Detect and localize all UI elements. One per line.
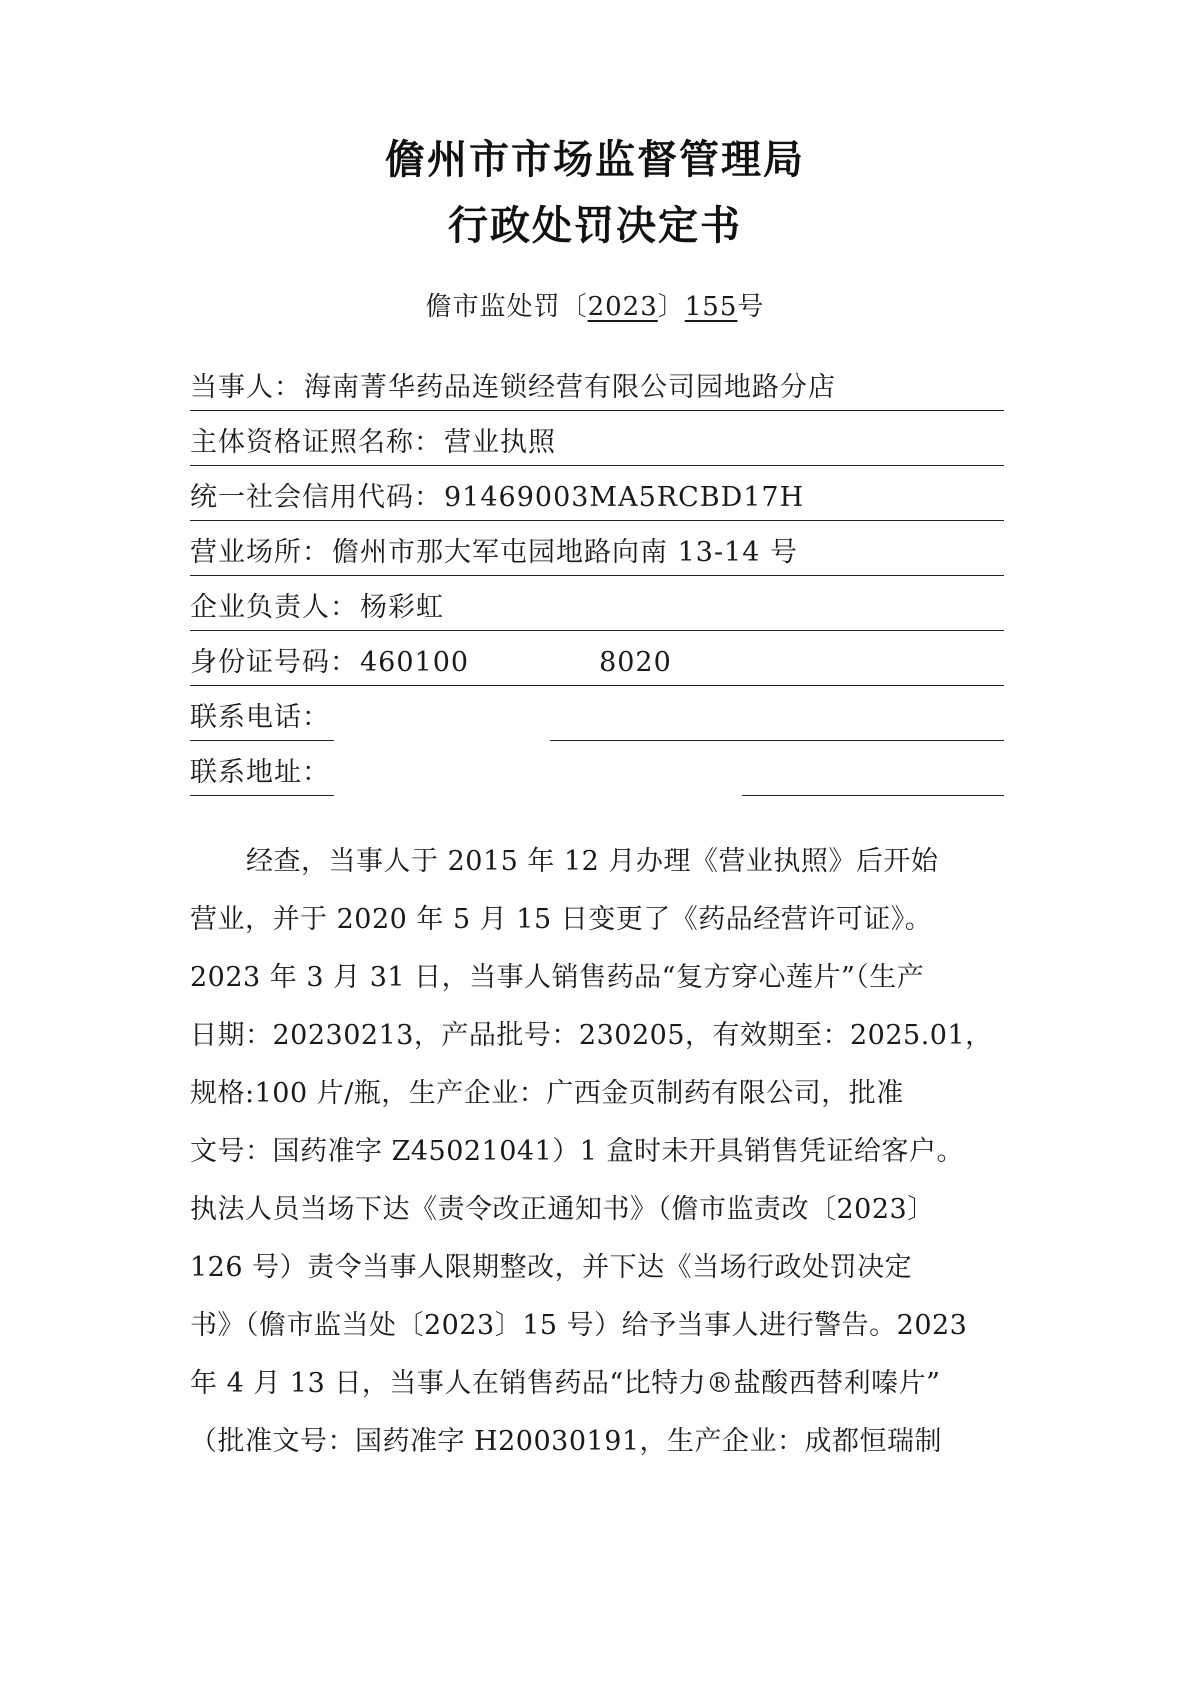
field-id-number: [190, 641, 1004, 686]
body-line: 规格:100 片/瓶，生产企业：广西金页制药有限公司，批准: [190, 1078, 904, 1109]
field-phone: [190, 696, 1004, 741]
document-title-agency: 儋州市市场监督管理局: [385, 137, 805, 183]
body-line: 日期：20230213，产品批号：230205，有效期至：2025.01，: [190, 1020, 993, 1051]
body-line: 营业，并于 2020 年 5 月 15 日变更了《药品经营许可证》。: [190, 904, 933, 935]
body-line: 年 4 月 13 日，当事人在销售药品“比特力®盐酸西替利嗪片”: [190, 1368, 941, 1399]
body-line: 执法人员当场下达《责令改正通知书》（儋市监责改〔2023〕: [190, 1194, 935, 1225]
field-credit-code-label: 统一社会信用代码：: [190, 482, 442, 513]
field-id-number-start: 460100: [360, 647, 470, 678]
doc-number-value: 155: [684, 292, 738, 322]
body-line: 文号：国药准字 Z45021041）1 盒时未开具销售凭证给客户。: [190, 1136, 965, 1167]
body-line: 书》（儋市监当处〔2023〕15 号）给予当事人进行警告。2023: [190, 1310, 968, 1341]
field-license: [190, 421, 1004, 466]
field-premises: [190, 531, 1004, 576]
body-line: 2023 年 3 月 31 日，当事人销售药品“复方穿心莲片”（生产: [190, 962, 925, 993]
decision-body: [190, 833, 1010, 1471]
field-party-value: 海南菁华药品连锁经营有限公司园地路分店: [304, 372, 836, 403]
field-credit-code: [190, 476, 1004, 521]
field-party-label: 当事人：: [190, 372, 302, 403]
document-number: [0, 286, 1190, 323]
field-phone-label: 联系电话：: [190, 702, 330, 733]
doc-number-year: 2023: [587, 292, 658, 322]
field-head-label: 企业负责人：: [190, 592, 358, 623]
address-redaction: [334, 763, 742, 813]
field-id-number-end: 8020: [599, 647, 672, 678]
field-premises-label: 营业场所：: [190, 537, 330, 568]
field-license-label: 主体资格证照名称：: [190, 427, 442, 458]
field-credit-code-value: 91469003MA5RCBD17H: [444, 482, 805, 513]
doc-number-suffix: 号: [737, 292, 765, 322]
body-line: 126 号）责令当事人限期整改，并下达《当场行政处罚决定: [190, 1252, 913, 1283]
field-address-label: 联系地址：: [190, 757, 330, 788]
doc-number-prefix: 儋市监处罚〔: [425, 292, 588, 322]
document-title-type: 行政处罚决定书: [448, 203, 742, 249]
field-head-value: 杨彩虹: [360, 592, 444, 623]
field-head: [190, 586, 1004, 631]
field-license-value: 营业执照: [444, 427, 556, 458]
field-premises-value: 儋州市那大军屯园地路向南 13-14 号: [332, 537, 799, 568]
body-line: （批准文号：国药准字 H20030191，生产企业：成都恒瑞制: [190, 1426, 943, 1457]
body-line: 经查，当事人于 2015 年 12 月办理《营业执照》后开始: [246, 846, 939, 877]
doc-number-mid: 〕: [657, 292, 685, 322]
field-id-number-label: 身份证号码：: [190, 647, 358, 678]
field-party: [190, 366, 1004, 411]
